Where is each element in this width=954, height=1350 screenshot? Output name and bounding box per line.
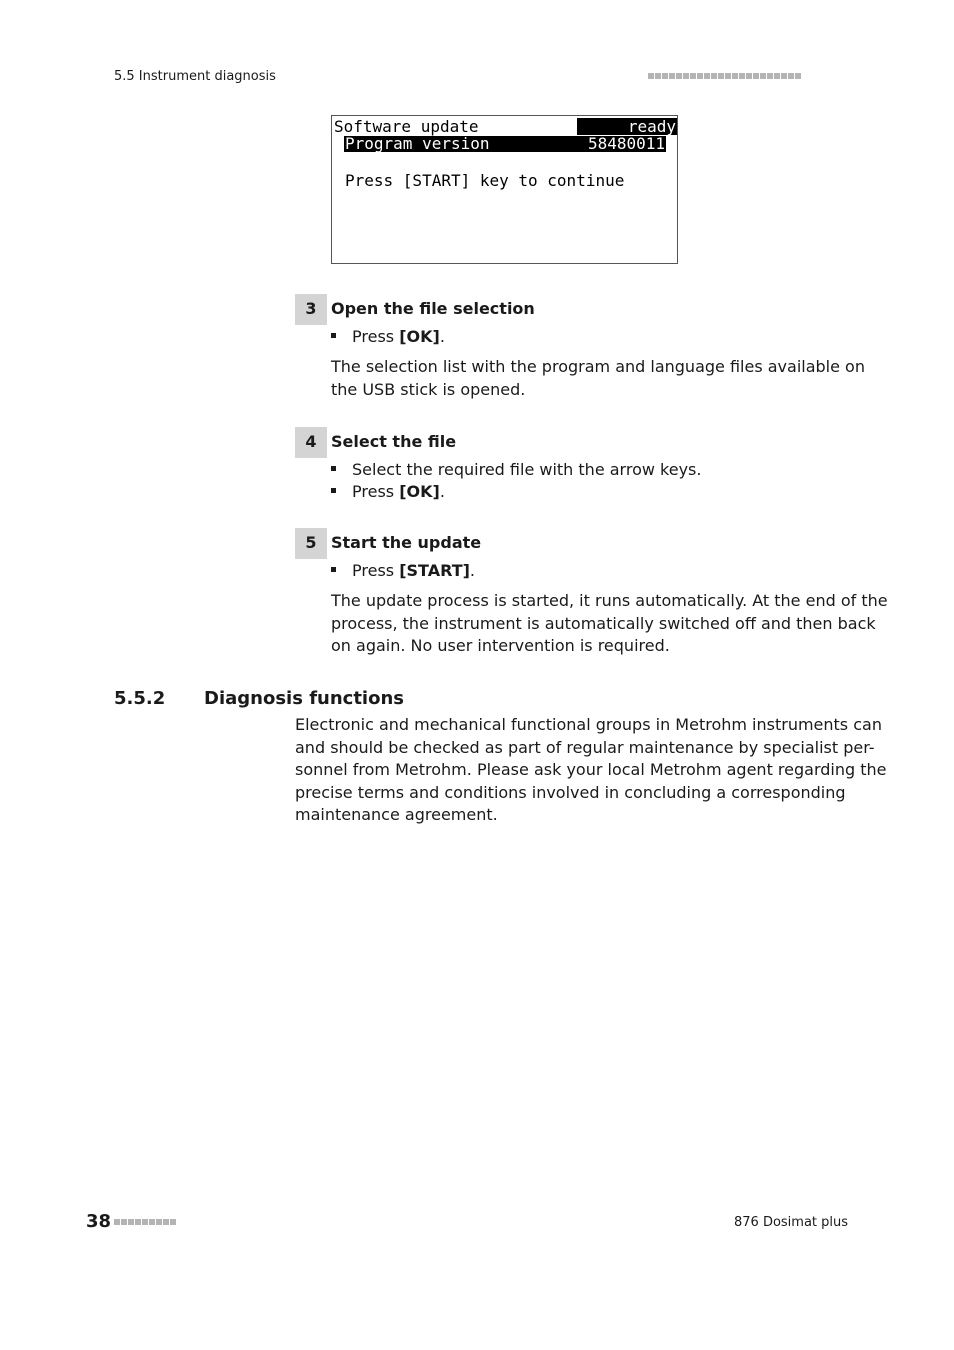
step-number: 3: [295, 294, 327, 325]
display-selected-row: [344, 136, 666, 152]
instrument-display: [331, 115, 678, 264]
footer-product: 876 Dosimat plus: [734, 1215, 849, 1230]
step-number: 4: [295, 427, 327, 458]
running-header-section: 5.5 Instrument diagnosis: [114, 69, 276, 84]
section-number: 5.5.2: [114, 688, 166, 709]
section-title: Diagnosis functions: [204, 688, 404, 709]
footer-decoration: [114, 1219, 176, 1225]
display-status: ready: [577, 118, 677, 135]
step-bullet: Press [OK].: [331, 482, 445, 501]
bullet-icon: [331, 466, 336, 471]
step-title: Start the update: [331, 533, 482, 552]
display-message: Press [START] key to continue: [345, 171, 625, 190]
key-name: [OK]: [399, 327, 440, 346]
key-name: [START]: [399, 561, 470, 580]
step-bullet: Press [START].: [331, 561, 475, 580]
step-bullet: Select the required file with the arrow keys.: [331, 460, 701, 479]
header-decoration: [648, 73, 801, 79]
step-title: Select the file: [331, 432, 457, 451]
bullet-icon: [331, 567, 336, 572]
display-selected-label: Program version: [345, 134, 490, 153]
page-number: 38: [86, 1211, 112, 1232]
display-title: Software update: [334, 117, 479, 136]
step-title: Open the file selection: [331, 299, 535, 318]
step-bullet: Press [OK].: [331, 327, 445, 346]
bullet-icon: [331, 488, 336, 493]
step-paragraph: The selection list with the program and language files available on the USB stick is opened.: [331, 357, 865, 399]
step-paragraph: The update process is started, it runs automatically. At the end of the process, the instrument is automatically switched off and then back on again. No user intervention is required.: [331, 591, 888, 655]
key-name: [OK]: [399, 482, 440, 501]
section-body: Electronic and mechanical functional groups in Metrohm instruments can and should be checked as part of regular maintenance by specialist per- sonnel from Metrohm. Please ask your local Metrohm agent regarding the precise terms and conditions involved in concluding a corresponding maintenance agreement.: [295, 715, 887, 824]
display-selected-value: 58480011: [587, 134, 665, 153]
bullet-icon: [331, 333, 336, 338]
step-number: 5: [295, 528, 327, 559]
